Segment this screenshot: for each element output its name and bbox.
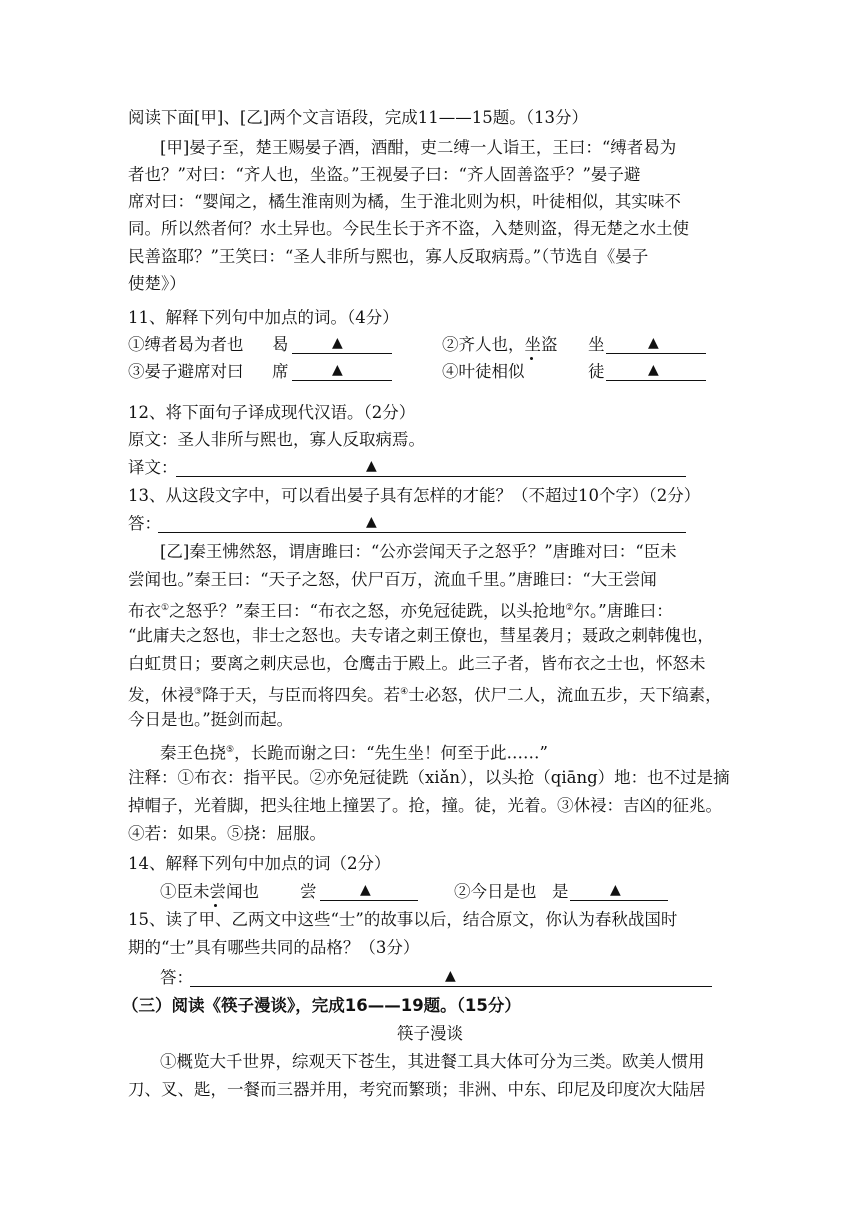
q11-word-3: 席 [272,362,289,381]
q11-word-1: 曷 [272,335,289,354]
passage-yi-line: 尝闻也。”秦王曰：“天子之怒，伏尸百万，流血千里。”唐雎曰：“大王尝闻 [128,570,657,589]
passage-jia-line: 席对曰：“婴闻之，橘生淮南则为橘，生于淮北则为枳，叶徒相似，其实味不 [128,192,681,211]
q11-title: 11、解释下列句中加点的词。（4分） [128,308,399,327]
passage-yi-line: “此庸夫之怒也，非士之怒也。夫专诸之刺王僚也，彗星袭月；聂政之刺韩傀也， [128,626,714,645]
passage-yi-line: 今日是也。”挺剑而起。 [128,710,294,729]
notes-line: 掉帽子，光着脚，把头往地上撞罢了。抢，撞。徒，光着。③休祲：吉凶的征兆。 [128,796,722,815]
passage-yi-line: 布衣①之怒乎？”秦王曰：“布衣之怒，亦免冠徒跣，以头抢地②尔。”唐雎曰： [128,601,673,621]
passage-jia-line: 者也？”对曰：“齐人也，坐盗。”王视晏子曰：“齐人固善盗乎？”晏子避 [128,165,641,184]
q12-title: 12、将下面句子译成现代汉语。（2分） [128,403,416,422]
q11-item-1: ①缚者曷为者也 [128,335,244,354]
passage-jia-line: 使楚》） [128,274,186,293]
triangle-marker-icon: ▲ [648,335,659,351]
passage-jia-line: 民善盗耶？”王笑曰：“圣人非所与熙也，寡人反取病焉。”（节选自《晏子 [128,247,649,266]
triangle-marker-icon: ▲ [360,882,371,898]
passage-yi-line: 秦王色挠⑤，长跪而谢之曰：“先生坐！何至于此……” [160,743,548,763]
passage-yi-line: [乙]秦王怫然怒，谓唐雎曰：“公亦尝闻天子之怒乎？”唐雎对曰：“臣未 [160,542,677,561]
triangle-marker-icon: ▲ [445,968,456,984]
emphasis-dot-icon [530,357,533,360]
q15-answer-label: 答： [160,968,193,987]
triangle-marker-icon: ▲ [366,458,377,474]
triangle-marker-icon: ▲ [366,514,377,530]
triangle-marker-icon: ▲ [332,362,343,378]
notes-line: ④若：如果。⑤挠：屈服。 [128,824,326,843]
passage-yi-line: 发，休祲③降于天，与臣而将四矣。若④士必怒，伏尸二人，流血五步，天下缟素， [128,685,722,705]
answer-blank[interactable] [176,456,686,477]
q15-title-cont: 期的“士”具有哪些共同的品格？（3分） [128,938,420,957]
section-three-heading: （三）阅读《筷子漫谈》，完成16——19题。（15分） [122,996,521,1015]
q14-item-2: ②今日是也 [454,882,537,901]
notes-line: 注释：①布衣：指平民。②亦免冠徒跣（xiǎn），以头抢（qiāng）地：也不过是摘 [128,768,730,787]
q13-title: 13、从这段文字中，可以看出晏子具有怎样的才能？（不超过10个字）（2分） [128,486,701,505]
q11-item-3: ③晏子避席对曰 [128,362,244,381]
q12-original: 原文：圣人非所与熙也，寡人反取病焉。 [128,430,425,449]
triangle-marker-icon: ▲ [648,362,659,378]
q11-item-4: ④叶徒相似 [442,362,525,381]
section-intro: 阅读下面[甲]、[乙]两个文言语段，完成11——15题。（13分） [128,108,588,127]
q14-word-1: 尝 [300,882,317,901]
passage-jia-line: [甲]晏子至，楚王赐晏子酒，酒酣，吏二缚一人诣王，王曰：“缚者曷为 [160,138,677,157]
q11-item-2: ②齐人也，坐盗 [442,335,558,354]
triangle-marker-icon: ▲ [610,882,621,898]
passage-yi-line: 白虹贯日；要离之刺庆忌也，仓鹰击于殿上。此三子者，皆布衣之士也，怀怒未 [128,654,706,673]
article-line: ①概览大千世界，综观天下苍生，其进餐工具大体可分为三类。欧美人惯用 [160,1052,705,1071]
triangle-marker-icon: ▲ [332,335,343,351]
q12-answer-label: 译文： [128,458,178,477]
q14-word-2: 是 [552,882,569,901]
article-line: 刀、叉、匙，一餐而三器并用，考究而繁琐；非洲、中东、印尼及印度次大陆居 [128,1080,706,1099]
q14-title: 14、解释下列句中加点的词（2分） [128,854,391,873]
emphasis-dot-icon [214,904,217,907]
q11-word-2: 坐 [588,335,605,354]
answer-blank[interactable] [158,512,686,533]
q15-title: 15、读了甲、乙两文中这些“士”的故事以后，结合原文，你认为春秋战国时 [128,910,678,929]
article-title: 筷子漫谈 [397,1024,463,1043]
q13-answer-label: 答： [128,514,161,533]
passage-jia-line: 同。所以然者何？水土异也。今民生长于齐不盗，入楚则盗，得无楚之水土使 [128,219,689,238]
q14-item-1: ①臣未尝闻也 [160,882,259,901]
q11-word-4: 徒 [588,362,605,381]
